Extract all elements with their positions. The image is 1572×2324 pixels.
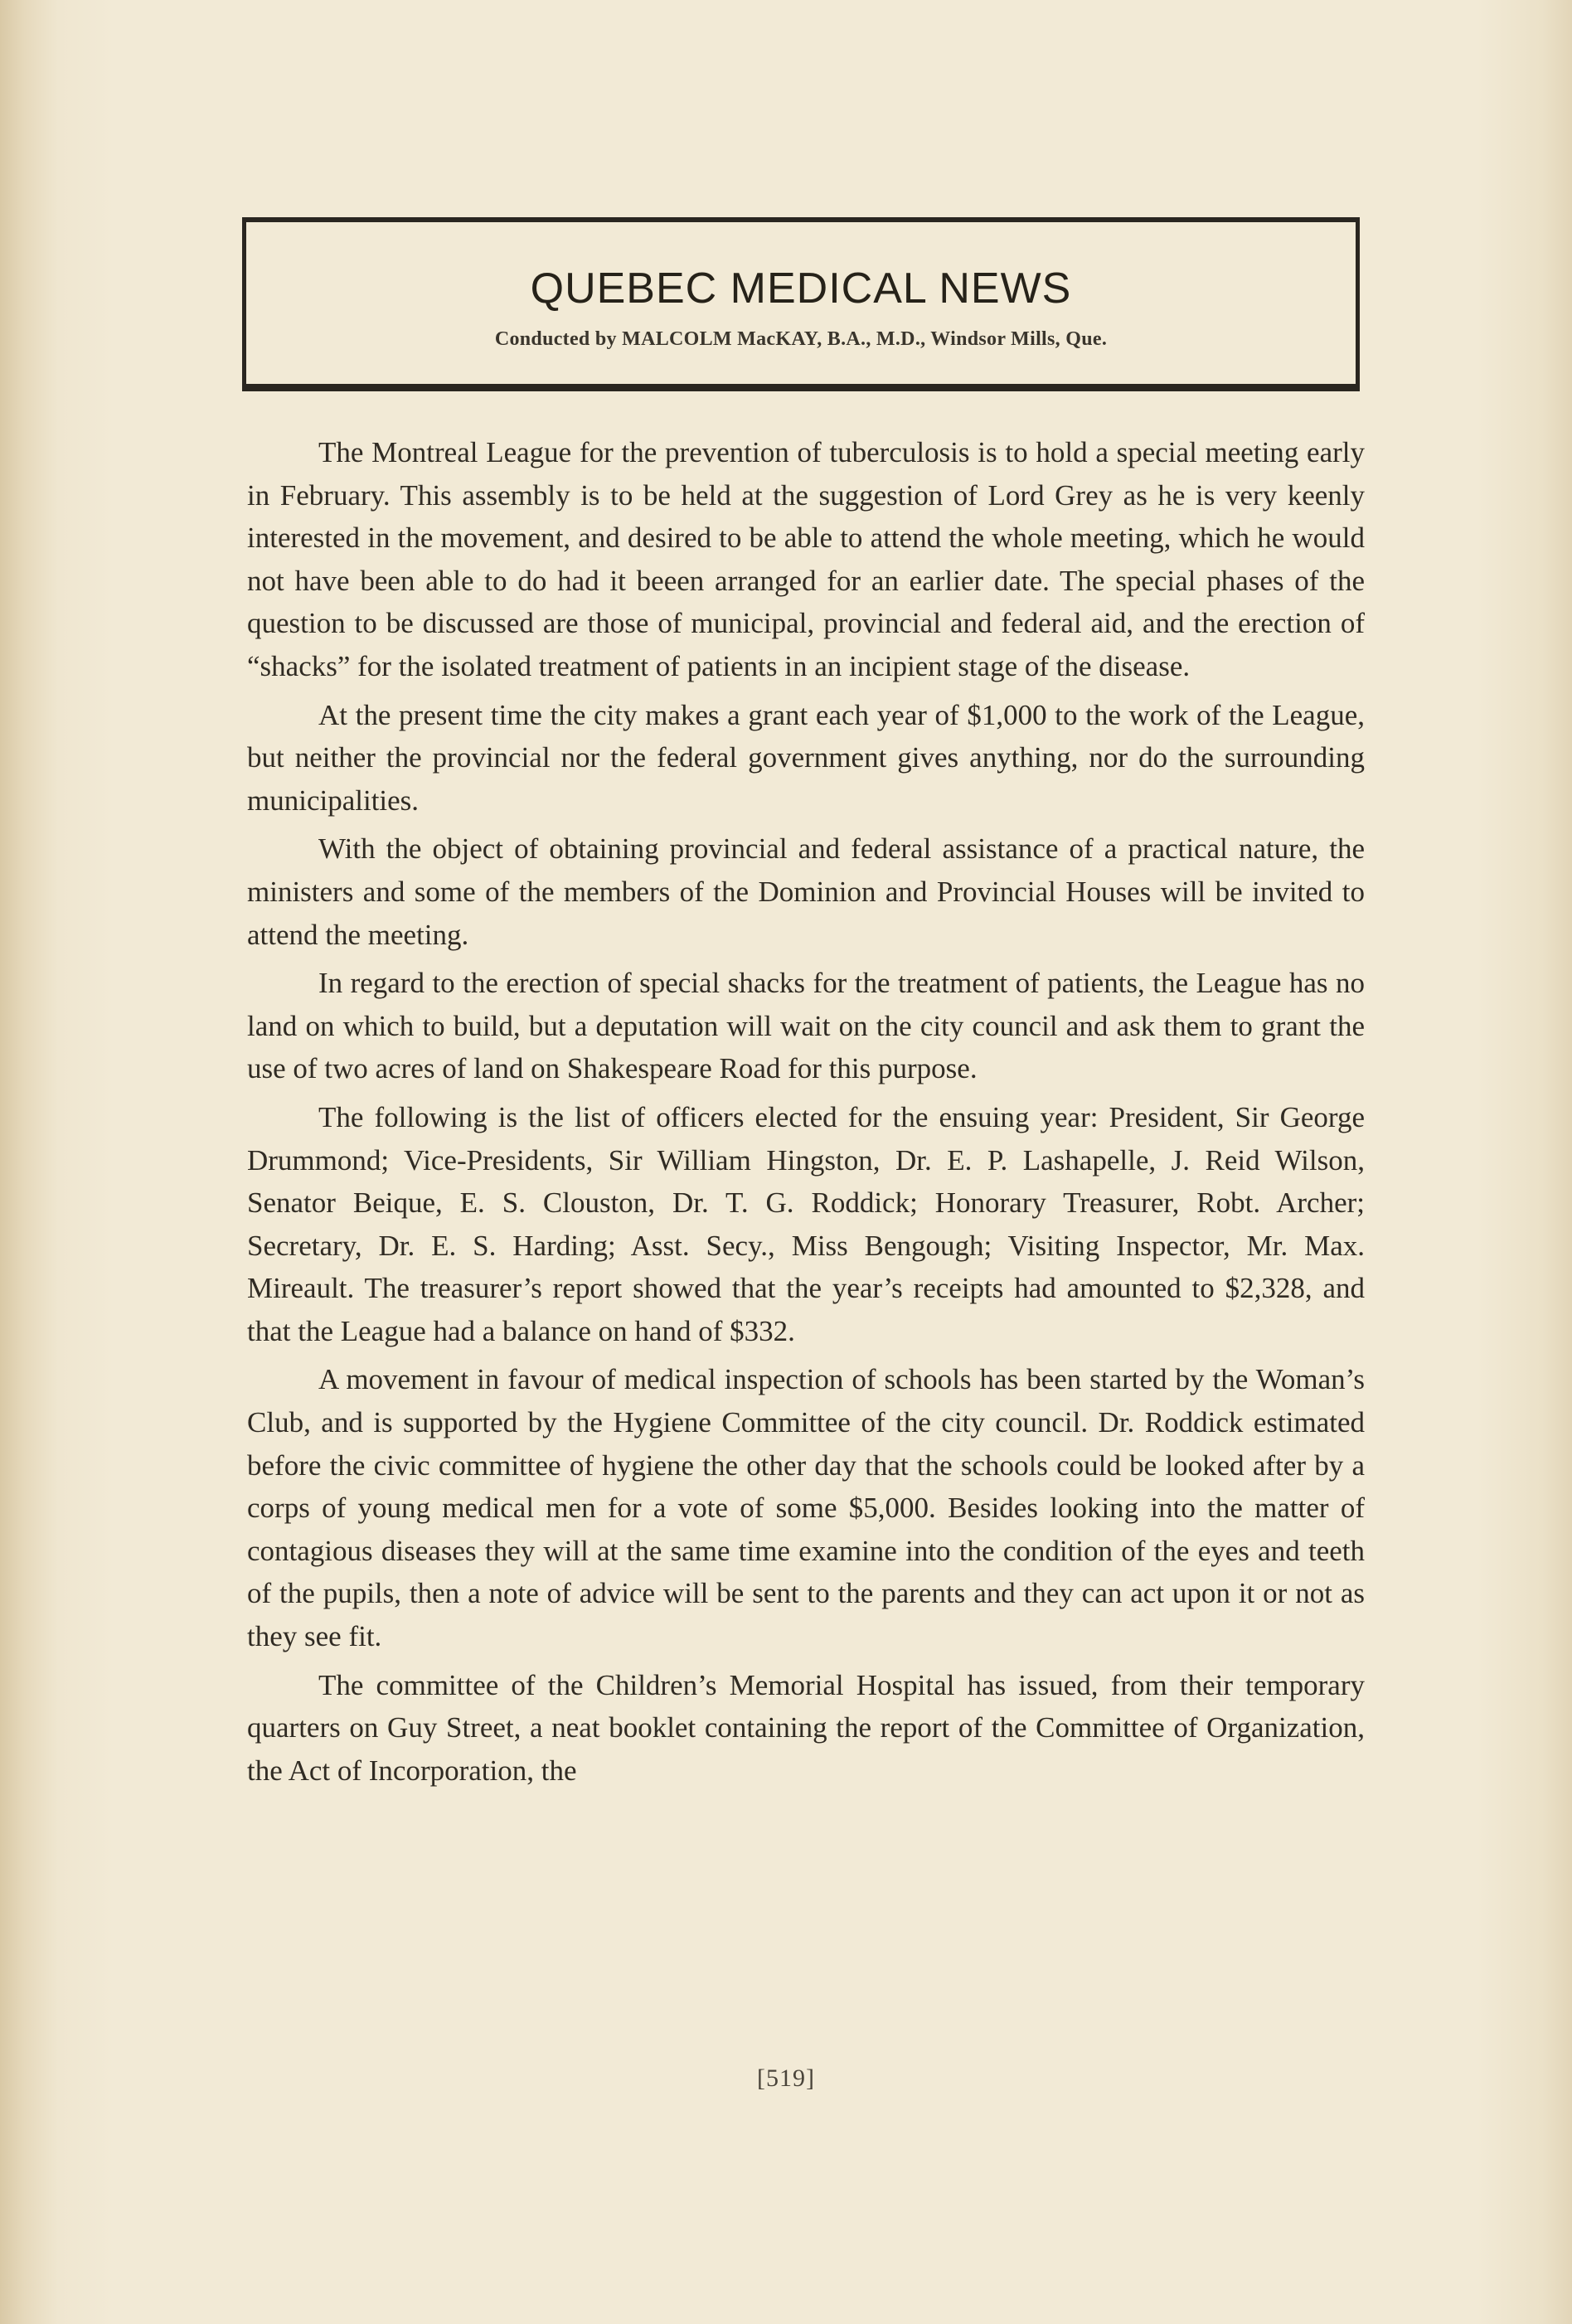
article-body: [247, 431, 1365, 1798]
paragraph-school-inspection: A movement in favour of medical inspection of schools has been started by the Woman’s Club, and is supported by the Hygiene Committee of the city council. Dr. Roddick estimated before the civic committee of hygiene the other day that the schools could be looked after by a corps of young medical men for a vote of some $5,000. Besides looking into the matter of contagious diseases they will at the same time examine into the condition of the eyes and teeth of the pupils, then a note of advice will be sent to the parents and they can act upon it or not as they see fit.: [247, 1363, 1365, 1653]
section-byline: Conducted by MALCOLM MacKAY, B.A., M.D., Windsor Mills, Que.: [494, 328, 1108, 350]
paragraph-city-grant: At the present time the city makes a grant each year of $1,000 to the work of the League, but neither the provincial nor the federal government gives anything, nor do the surrounding municipalities.: [247, 698, 1365, 817]
paragraph-tuberculosis-meeting: The Montreal League for the prevention of tuberculosis is to hold a special meeting early in February. This assembly is to be held at the suggestion of Lord Grey as he is very keenly interested in the movement, and desired to be able to attend the whole meeting, which he would not have been able to do had it beeen arranged for an earlier date. The special phases of the question to be discussed are those of municipal, provincial and federal aid, and the erection of “shacks” for the isolated treatment of patients in an incipient stage of the disease.: [247, 436, 1365, 682]
paragraph-assistance: With the object of obtaining provincial and federal assistance of a practical nature, the ministers and some of the members of the Dominion and Provincial Houses will be invited to attend the meeting.: [247, 832, 1365, 951]
page-number: [519]: [757, 2064, 815, 2092]
paragraph-shacks: In regard to the erection of special shacks for the treatment of patients, the League has no land on which to build, but a deputation will wait on the city council and ask them to grant the use of two acres of land on Shakespeare Road for this purpose.: [247, 967, 1365, 1085]
section-title: QUEBEC MEDICAL NEWS: [530, 264, 1072, 313]
paragraph-officers: The following is the list of officers elected for the ensuing year: President, Sir George Drummond; Vice-Presidents, Sir William Hingston, Dr. E. P. Lashapelle, J. Reid Wilson, Senator Beique, E. S. Clouston, Dr. T. G. Roddick; Honorary Treasurer, Robt. Archer; Secretary, Dr. E. S. Harding; Asst. Secy., Miss Bengough; Visiting Inspector, Mr. Max. Mireault. The treasurer’s report showed that the year’s receipts had amounted to $2,328, and that the League had a balance on hand of $332.: [247, 1100, 1365, 1347]
section-header-box: [242, 217, 1360, 391]
paragraph-childrens-hospital: The committee of the Children’s Memorial Hospital has issued, from their temporary quarters on Guy Street, a neat booklet containing the report of the Committee of Organization, the Act of Incorporation, the: [247, 1668, 1365, 1787]
